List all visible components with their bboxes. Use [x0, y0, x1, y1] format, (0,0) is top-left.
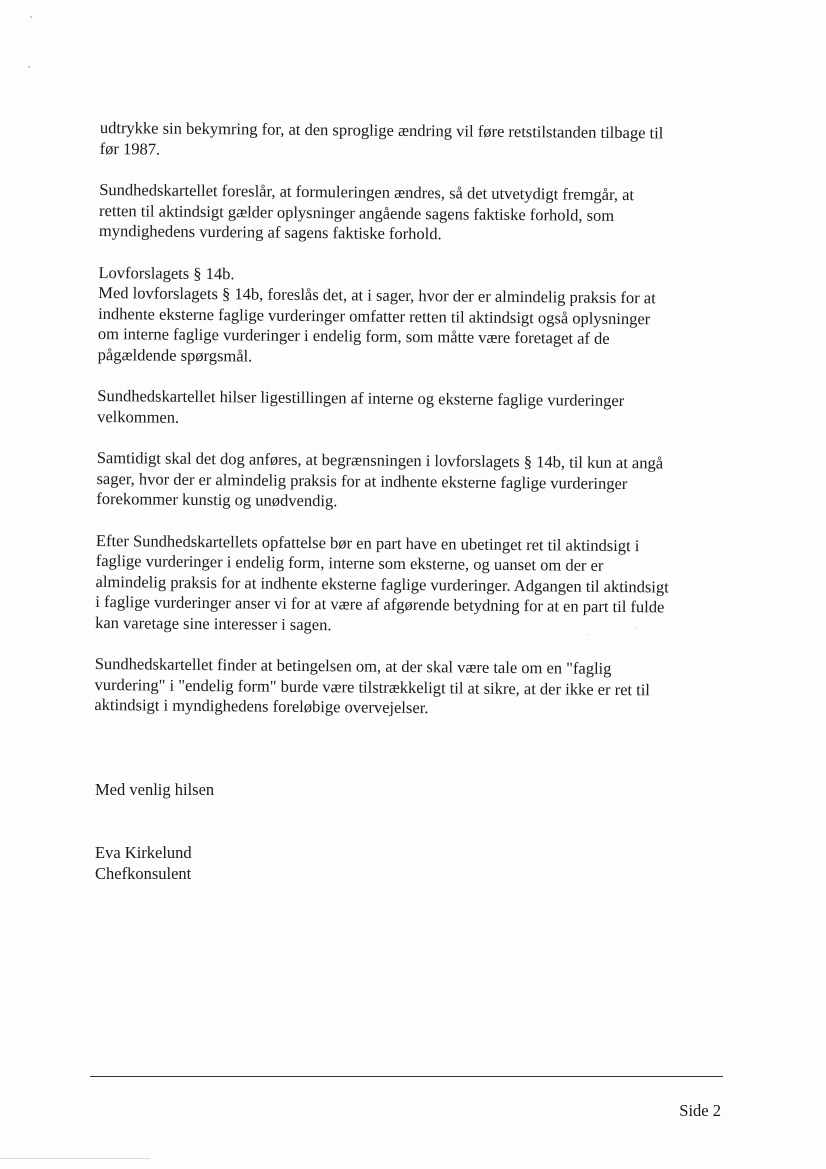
text-line: myndighedens vurdering af sagens faktiske forhold. — [98, 220, 442, 244]
section-heading: Lovforslagets § 14b. — [98, 262, 235, 283]
closing-salutation: Med venlig hilsen — [95, 780, 215, 799]
text-line: i faglige vurderinger anser vi for at være af afgørende betydning for at en part til fulde — [95, 591, 665, 617]
paragraph — [97, 386, 727, 433]
paragraph — [94, 654, 725, 722]
text-line: forekommer kunstig og unødvendig. — [96, 488, 338, 511]
paragraph — [95, 530, 726, 639]
text-line: om interne faglige vurderinger i endelig form, som måtte være foretaget af de — [97, 323, 610, 348]
letter-body — [94, 118, 730, 743]
text-line: sager, hvor der er almindelig praksis for at indhente eksterne faglige vurderinger — [96, 468, 628, 493]
text-line: aktindsigt i myndighedens foreløbige overvejelser. — [94, 694, 429, 718]
text-line: Efter Sundhedskartellets opfattelse bør en part have en ubetinget ret til aktindsigt i — [95, 530, 640, 555]
scan-speck — [30, 16, 32, 18]
text-line: Sundhedskartellet hilser ligestillingen af interne og eksterne faglige vurderinger — [97, 385, 625, 411]
footer-divider — [90, 1076, 723, 1077]
text-line: retten til aktindsigt gælder oplysninger angående sagens faktiske forhold, som — [99, 200, 615, 225]
text-line: udtrykke sin bekymring for, at den sproglige ændring vil føre retstilstanden tilbage til — [99, 118, 664, 143]
signature-block — [95, 843, 192, 884]
text-line: før 1987. — [99, 138, 161, 159]
text-line: vurdering" i "endelig form" burde være tilstrækkeligt til at sikre, at der ikke er ret til — [94, 674, 651, 699]
text-line: velkommen. — [97, 406, 180, 427]
text-line: Sundhedskartellet foreslår, at formuleringen ændres, så det utvetydigt fremgår, at — [99, 179, 635, 205]
text-line: kan varetage sine interesser i sagen. — [95, 612, 332, 634]
text-line: Samtidigt skal det dog anføres, at begrænsningen i lovforslagets § 14b, til kun at angå — [96, 447, 664, 473]
paragraph — [100, 118, 730, 165]
text-line: faglige vurderinger i endelig form, interne som eksterne, og uanset om der er — [95, 550, 604, 575]
signer-title: Chefkonsulent — [95, 863, 192, 883]
scan-edge-mark — [0, 1158, 150, 1159]
page-number: Side 2 — [679, 1101, 721, 1120]
paragraph — [96, 448, 727, 516]
scan-speck — [28, 66, 30, 68]
signer-name: Eva Kirkelund — [95, 843, 192, 862]
paragraph — [98, 262, 729, 371]
text-line: Med lovforslagets § 14b, foreslås det, at i sager, hvor der er almindelig praksis for at — [98, 282, 656, 308]
text-line: indhente eksterne faglige vurderinger omfatter retten til aktindsigt også oplysninger — [98, 303, 651, 328]
text-line: pågældende spørgsmål. — [97, 344, 253, 365]
text-line: almindelig praksis for at indhente eksterne faglige vurderinger. Adgangen til aktindsigt — [95, 571, 669, 596]
text-line: Sundhedskartellet finder at betingelsen om, at der skal være tale om en "faglig — [94, 653, 612, 678]
paragraph — [99, 180, 730, 248]
